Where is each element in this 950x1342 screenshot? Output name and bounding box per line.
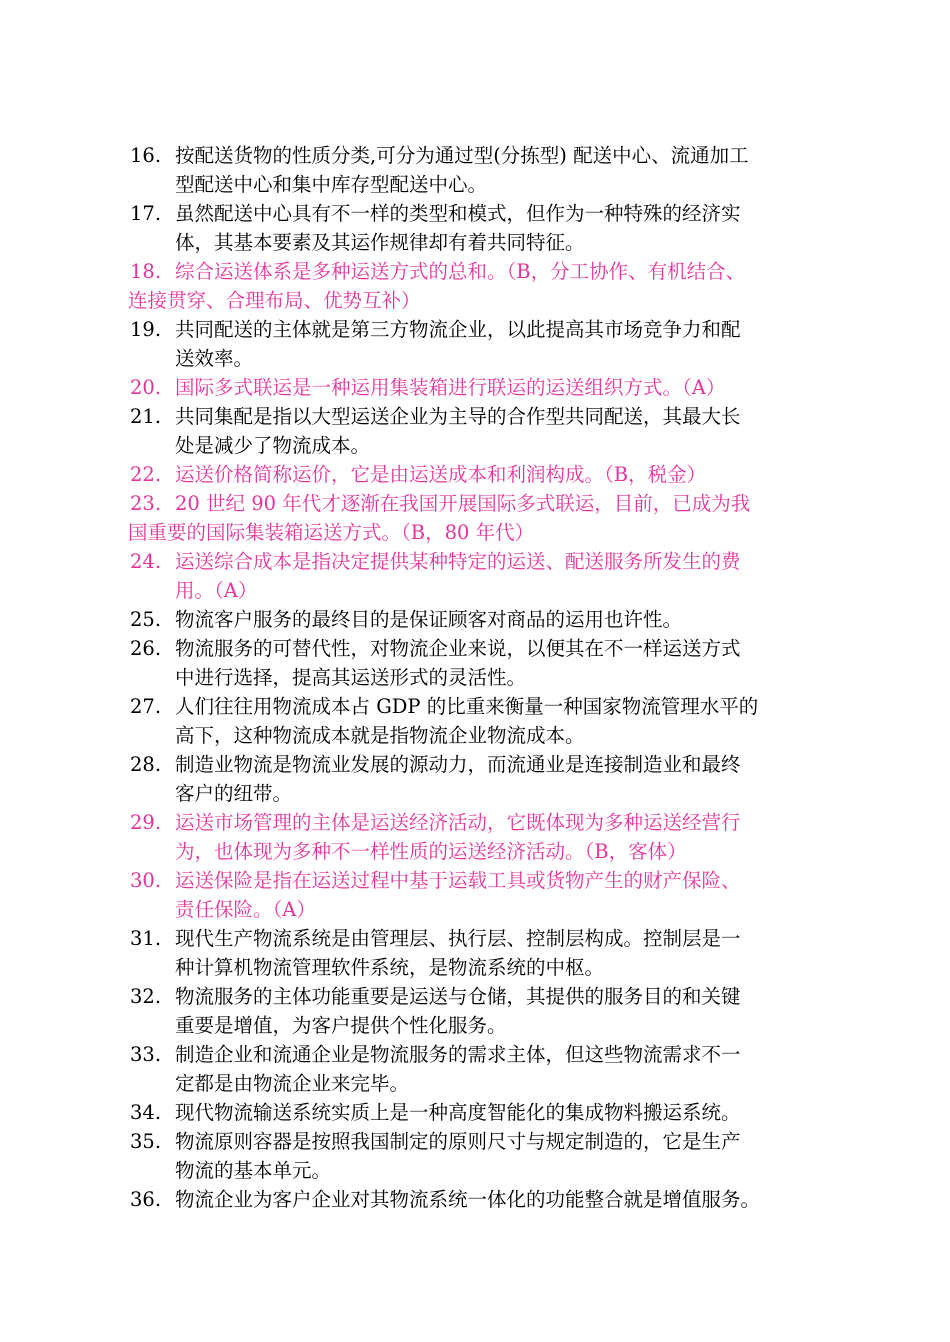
list-item-highlighted <box>128 808 843 866</box>
item-number: 18. <box>130 260 162 283</box>
list-item <box>128 1040 843 1098</box>
item-number: 32. <box>130 985 162 1008</box>
list-item <box>128 750 843 808</box>
list-item <box>128 634 843 692</box>
question-list <box>128 141 843 1214</box>
item-text: 送效率。 <box>175 347 254 370</box>
item-number: 17. <box>130 202 162 225</box>
item-text: 物流服务的可替代性，对物流企业来说，以便其在不一样运送方式 <box>175 637 741 660</box>
item-text: 运送价格简称运价，它是由运送成本和利润构成。（B，税金） <box>175 463 707 486</box>
item-text: 型配送中心和集中库存型配送中心。 <box>175 173 488 196</box>
item-number: 25. <box>130 608 162 631</box>
item-number: 36. <box>130 1188 162 1211</box>
item-number: 30. <box>130 869 162 892</box>
item-number: 28. <box>130 753 162 776</box>
item-text: 共同配送的主体就是第三方物流企业，以此提高其市场竞争力和配 <box>175 318 741 341</box>
item-text: 连接贯穿、合理布局、优势互补） <box>128 289 421 312</box>
item-number: 16. <box>130 144 162 167</box>
list-item <box>128 1098 843 1127</box>
list-item-highlighted <box>128 866 843 924</box>
list-item <box>128 402 843 460</box>
item-text: 现代物流输送系统实质上是一种高度智能化的集成物料搬运系统。 <box>175 1101 741 1124</box>
item-text: 国际多式联运是一种运用集装箱进行联运的运送组织方式。（A） <box>175 376 726 399</box>
list-item <box>128 692 843 750</box>
item-number: 27. <box>130 695 162 718</box>
item-text: 运送保险是指在运送过程中基于运载工具或货物产生的财产保险、 <box>175 869 741 892</box>
list-item <box>128 982 843 1040</box>
item-text: 处是减少了物流成本。 <box>175 434 371 457</box>
list-item-highlighted <box>128 489 843 547</box>
list-item-highlighted <box>128 373 843 402</box>
item-number: 23. <box>130 492 162 515</box>
item-text: 用。（A） <box>175 579 258 602</box>
item-number: 26. <box>130 637 162 660</box>
item-text: 国重要的国际集装箱运送方式。（B，80 年代） <box>128 521 535 544</box>
item-text: 为，也体现为多种不一样性质的运送经济活动。（B，客体） <box>175 840 687 863</box>
item-text: 物流的基本单元。 <box>175 1159 332 1182</box>
item-text: 物流服务的主体功能重要是运送与仓储，其提供的服务目的和关键 <box>175 985 741 1008</box>
item-text: 共同集配是指以大型运送企业为主导的合作型共同配送，其最大长 <box>175 405 741 428</box>
list-item-highlighted <box>128 257 843 315</box>
item-number: 22. <box>130 463 162 486</box>
list-item <box>128 924 843 982</box>
item-text: 责任保险。（A） <box>175 898 316 921</box>
item-number: 21. <box>130 405 162 428</box>
item-text: 种计算机物流管理软件系统，是物流系统的中枢。 <box>175 956 605 979</box>
item-number: 33. <box>130 1043 162 1066</box>
item-text: 人们往往用物流成本占 GDP 的比重来衡量一种国家物流管理水平的 <box>175 695 759 718</box>
item-text: 按配送货物的性质分类,可分为通过型(分拣型) 配送中心、流通加工 <box>175 144 749 167</box>
item-text: 运送市场管理的主体是运送经济活动，它既体现为多种运送经营行 <box>175 811 741 834</box>
item-number: 24. <box>130 550 162 573</box>
item-number: 31. <box>130 927 162 950</box>
item-text: 定都是由物流企业来完毕。 <box>175 1072 410 1095</box>
item-text: 重要是增值，为客户提供个性化服务。 <box>175 1014 507 1037</box>
item-text: 高下，这种物流成本就是指物流企业物流成本。 <box>175 724 585 747</box>
item-text: 20 世纪 90 年代才逐渐在我国开展国际多式联运，目前，已成为我 <box>175 492 751 515</box>
item-number: 29. <box>130 811 162 834</box>
list-item <box>128 315 843 373</box>
list-item-highlighted <box>128 460 843 489</box>
item-text: 中进行选择，提高其运送形式的灵活性。 <box>175 666 527 689</box>
list-item <box>128 605 843 634</box>
item-text: 体，其基本要素及其运作规律却有着共同特征。 <box>175 231 585 254</box>
item-number: 19. <box>130 318 162 341</box>
item-text: 客户的纽带。 <box>175 782 293 805</box>
item-number: 20. <box>130 376 162 399</box>
list-item <box>128 1185 843 1214</box>
item-number: 34. <box>130 1101 162 1124</box>
list-item-highlighted <box>128 547 843 605</box>
list-item <box>128 141 843 199</box>
item-text: 物流企业为客户企业对其物流系统一体化的功能整合就是增值服务。 <box>175 1188 761 1211</box>
item-text: 制造业物流是物流业发展的源动力，而流通业是连接制造业和最终 <box>175 753 741 776</box>
list-item <box>128 1127 843 1185</box>
item-text: 物流原则容器是按照我国制定的原则尺寸与规定制造的，它是生产 <box>175 1130 741 1153</box>
item-text: 虽然配送中心具有不一样的类型和模式，但作为一种特殊的经济实 <box>175 202 741 225</box>
list-item <box>128 199 843 257</box>
item-number: 35. <box>130 1130 162 1153</box>
item-text: 综合运送体系是多种运送方式的总和。（B，分工协作、有机结合、 <box>175 260 746 283</box>
item-text: 制造企业和流通企业是物流服务的需求主体，但这些物流需求不一 <box>175 1043 741 1066</box>
item-text: 物流客户服务的最终目的是保证顾客对商品的运用也许性。 <box>175 608 683 631</box>
item-text: 运送综合成本是指决定提供某种特定的运送、配送服务所发生的费 <box>175 550 741 573</box>
item-text: 现代生产物流系统是由管理层、执行层、控制层构成。控制层是一 <box>175 927 741 950</box>
